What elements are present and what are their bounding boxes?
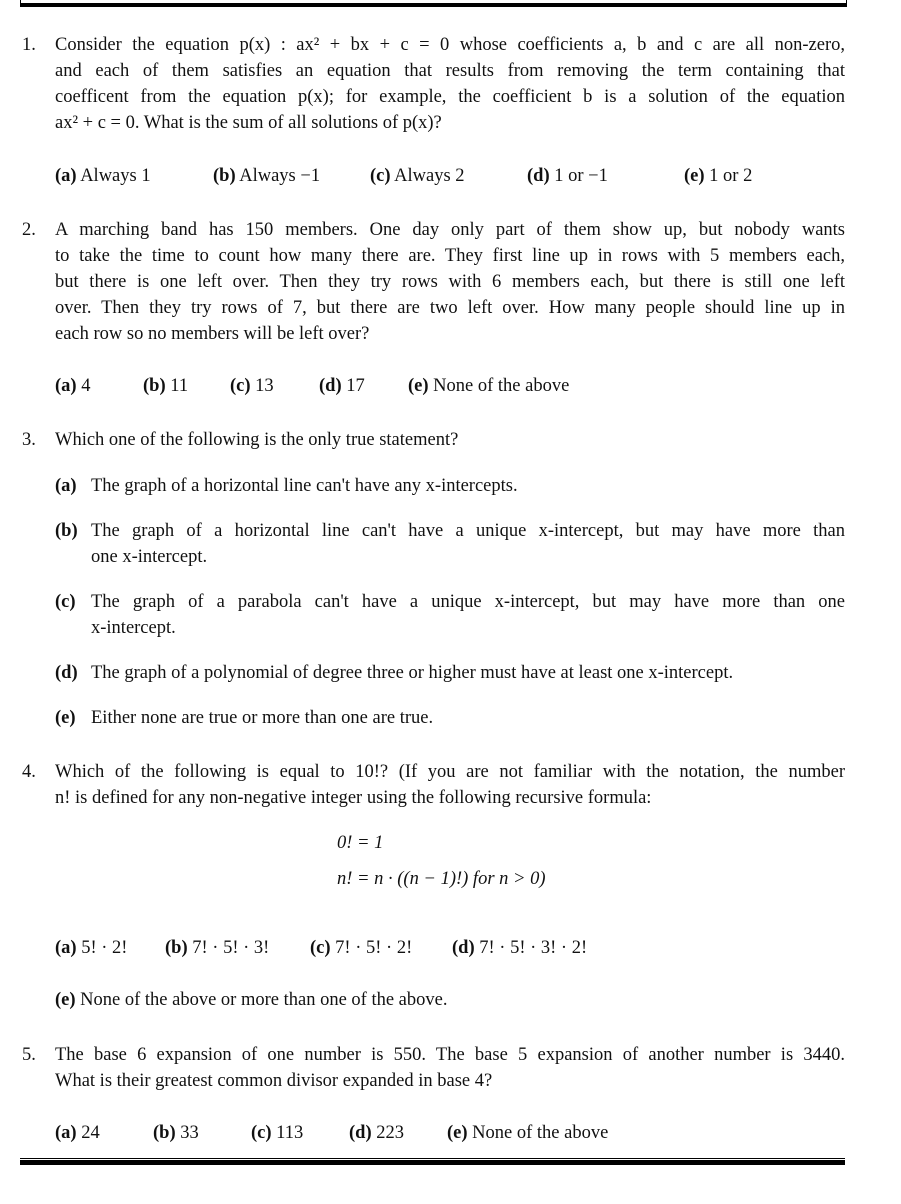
question-1-text-line: coefficent from the equation p(x); for example, the coefficient b is a solution of the equation xyxy=(55,87,845,107)
question-3-number: 3. xyxy=(22,430,36,450)
option-e[interactable]: (e) None of the above xyxy=(408,376,570,396)
question-5-text-line: What is their greatest common divisor expanded in base 4? xyxy=(55,1071,493,1091)
option-d[interactable]: (d) 1 or −1 xyxy=(527,166,608,186)
formula-recursive: n! = n · ((n − 1)!) for n > 0) xyxy=(337,869,546,889)
option-a[interactable]: (a) 5! · 2! xyxy=(55,938,128,958)
question-5-options xyxy=(55,1120,658,1146)
option-d[interactable]: (d) 17 xyxy=(319,376,365,396)
question-1-number: 1. xyxy=(22,35,36,55)
option-text: one x-intercept. xyxy=(91,547,208,567)
question-1-text-line: ax² + c = 0. What is the sum of all solutions of p(x)? xyxy=(55,113,442,133)
option-a[interactable]: (a) 4 xyxy=(55,376,91,396)
question-1-text-line: and each of them satisfies an equation that results from removing the term containing that xyxy=(55,61,845,81)
option-label: (a) xyxy=(55,476,77,496)
option-text: The graph of a polynomial of degree three or higher must have at least one x-intercept. xyxy=(91,663,734,683)
question-3-text-line: Which one of the following is the only true statement? xyxy=(55,430,459,450)
option-c[interactable]: (c) 7! · 5! · 2! xyxy=(310,938,413,958)
option-b[interactable]: (b) 7! · 5! · 3! xyxy=(165,938,270,958)
question-2-text-line: each row so no members will be left over? xyxy=(55,324,370,344)
question-2-number: 2. xyxy=(22,220,36,240)
option-b[interactable]: (b) 11 xyxy=(143,376,189,396)
option-label: (e) xyxy=(55,708,76,728)
question-5-number: 5. xyxy=(22,1045,36,1065)
option-c[interactable]: (c) 13 xyxy=(230,376,274,396)
question-4-text-line: n! is defined for any non-negative integer using the following recursive formula: xyxy=(55,788,652,808)
question-4-number: 4. xyxy=(22,762,36,782)
question-5-text-line: The base 6 expansion of one number is 550. The base 5 expansion of another number is 3440. xyxy=(55,1045,845,1065)
bottom-rule-thin xyxy=(20,1158,845,1159)
option-e[interactable]: (e) None of the above xyxy=(447,1123,609,1143)
option-label: (d) xyxy=(55,663,78,683)
option-text: x-intercept. xyxy=(91,618,176,638)
option-text: The graph of a parabola can't have a unique x-intercept, but may have more than one xyxy=(91,592,845,612)
option-d[interactable]: (d) 223 xyxy=(349,1123,404,1143)
question-1-text-line: Consider the equation p(x) : ax² + bx + c = 0 whose coefficients a, b and c are all non-zero, xyxy=(55,35,845,55)
option-text: The graph of a horizontal line can't have any x-intercepts. xyxy=(91,476,518,496)
option-c[interactable]: (c) Always 2 xyxy=(370,166,465,186)
option-label: (c) xyxy=(55,592,76,612)
question-2-options xyxy=(55,373,619,399)
option-label: (b) xyxy=(55,521,78,541)
option-e[interactable]: (e) 1 or 2 xyxy=(684,166,753,186)
question-4-options xyxy=(55,935,637,961)
question-2-text-line: to take the time to count how many there are. They first line up in rows with 5 members each, xyxy=(55,246,845,266)
top-rule xyxy=(20,0,847,7)
option-a[interactable]: (a) Always 1 xyxy=(55,166,151,186)
option-b[interactable]: (b) Always −1 xyxy=(213,166,321,186)
question-2-text-line: but there is one left over. Then they try rows with 6 members each, but there is still one left xyxy=(55,272,845,292)
bottom-rule-thick xyxy=(20,1160,845,1165)
formula-base-case: 0! = 1 xyxy=(337,833,384,853)
question-4-text-line: Which of the following is equal to 10!? (If you are not familiar with the notation, the number xyxy=(55,762,845,782)
question-1-options xyxy=(55,163,802,189)
question-2-text-line: A marching band has 150 members. One day only part of them show up, but nobody wants xyxy=(55,220,845,240)
option-d[interactable]: (d) 7! · 5! · 3! · 2! xyxy=(452,938,588,958)
option-text: Either none are true or more than one are true. xyxy=(91,708,434,728)
option-e[interactable]: (e) None of the above or more than one of the above. xyxy=(55,990,448,1010)
option-c[interactable]: (c) 113 xyxy=(251,1123,304,1143)
option-text: The graph of a horizontal line can't have a unique x-intercept, but may have more than xyxy=(91,521,845,541)
option-a[interactable]: (a) 24 xyxy=(55,1123,100,1143)
option-b[interactable]: (b) 33 xyxy=(153,1123,199,1143)
question-2-text-line: over. Then they try rows of 7, but there are two left over. How many people should line up in xyxy=(55,298,845,318)
